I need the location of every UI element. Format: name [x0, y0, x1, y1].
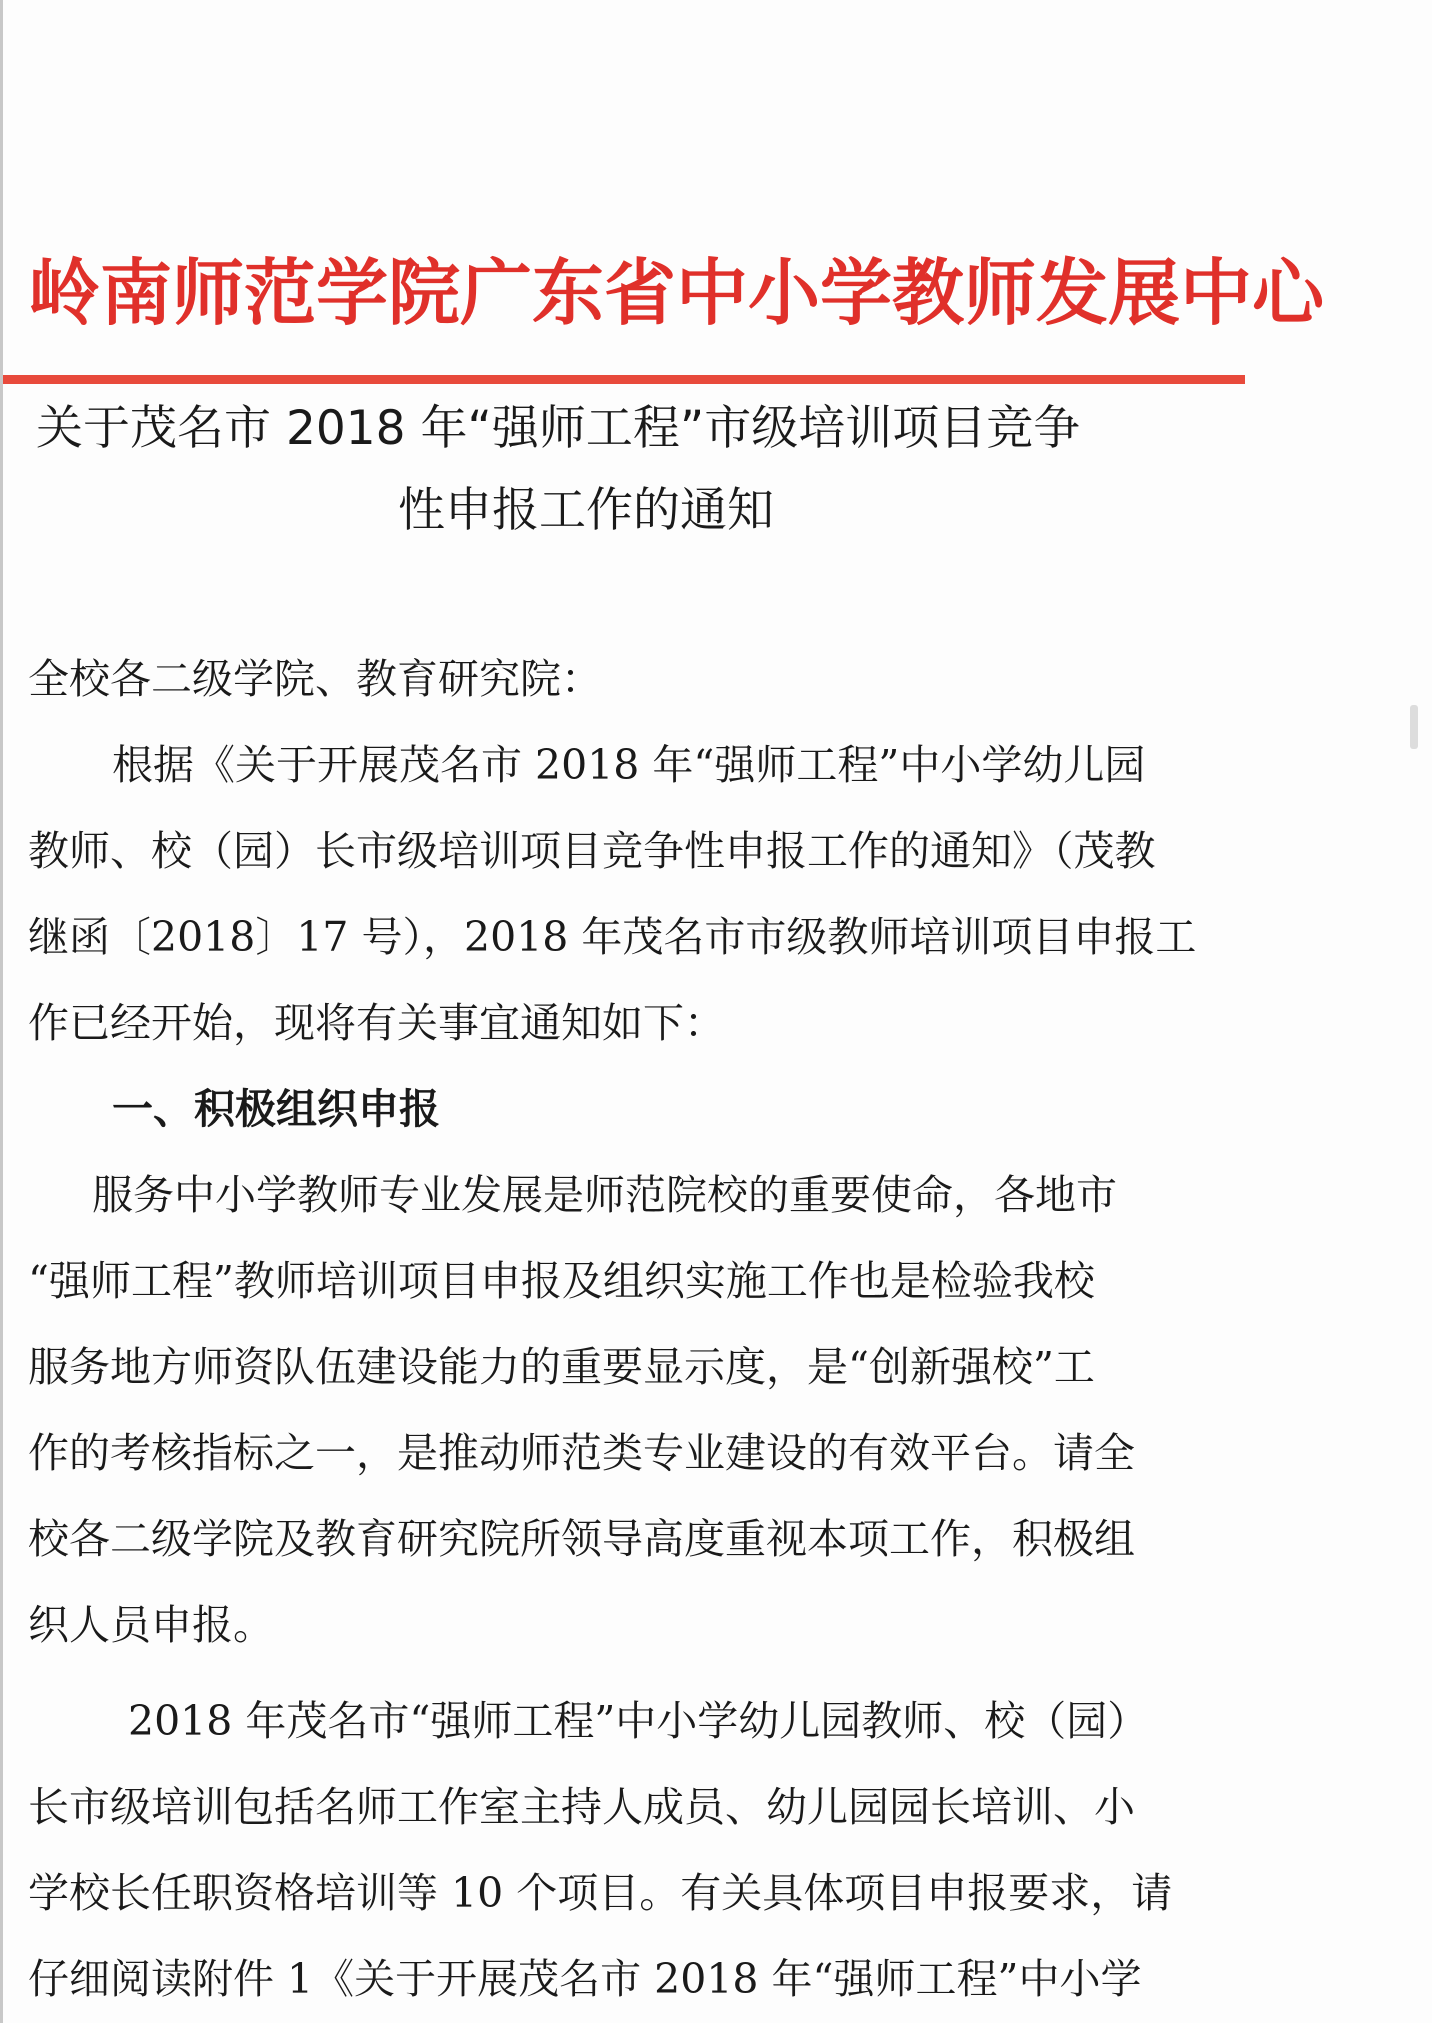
- intro-line-4: 作已经开始，现将有关事宜通知如下：: [28, 999, 725, 1047]
- letterhead-org-name: 岭南师范学院广东省中小学教师发展中心: [28, 250, 1325, 335]
- section-1-para-2-line-3: 学校长任职资格培训等 10 个项目。有关具体项目申报要求，请: [28, 1869, 1173, 1917]
- section-1-para-1-line-4: 作的考核指标之一，是推动师范类专业建设的有效平台。请全: [28, 1429, 1135, 1477]
- document-body: [28, 636, 1197, 2022]
- document-title-line-1: 关于茂名市 2018 年“强师工程”市级培训项目竞争: [36, 401, 1081, 456]
- intro-line-3: 继函〔2018〕17 号），2018 年茂名市市级教师培训项目申报工: [28, 913, 1197, 961]
- scan-speck: [1410, 705, 1418, 749]
- section-1-para-1-line-1: 服务中小学教师专业发展是师范院校的重要使命，各地市: [92, 1171, 1117, 1219]
- intro-line-1: 根据《关于开展茂名市 2018 年“强师工程”中小学幼儿园: [112, 741, 1146, 789]
- section-1-para-1-line-5: 校各二级学院及教育研究院所领导高度重视本项工作，积极组: [28, 1515, 1135, 1563]
- section-1-para-1-line-6: 织人员申报。: [28, 1601, 274, 1649]
- paragraph-gap: [28, 1668, 1168, 1678]
- addressee-line: 全校各二级学院、教育研究院：: [28, 655, 602, 703]
- intro-line-2: 教师、校（园）长市级培训项目竞争性申报工作的通知》（茂教: [28, 827, 1156, 875]
- letterhead-red-rule: [3, 375, 1245, 384]
- document-title-line-2: 性申报工作的通知: [398, 483, 774, 538]
- section-1-para-2-line-4: 仔细阅读附件 1《关于开展茂名市 2018 年“强师工程”中小学: [28, 1955, 1142, 2003]
- section-1-para-2-line-2: 长市级培训包括名师工作室主持人成员、幼儿园园长培训、小: [28, 1783, 1135, 1831]
- document-title: [36, 388, 1216, 552]
- section-1-heading: 一、积极组织申报: [112, 1085, 440, 1133]
- section-1-para-1-line-2: “强师工程”教师培训项目申报及组织实施工作也是检验我校: [28, 1257, 1095, 1305]
- section-1-para-2-line-1: 2018 年茂名市“强师工程”中小学幼儿园教师、校（园）: [128, 1697, 1149, 1745]
- section-1-para-1-line-3: 服务地方师资队伍建设能力的重要显示度，是“创新强校”工: [28, 1343, 1095, 1391]
- page-left-edge: [0, 0, 3, 2023]
